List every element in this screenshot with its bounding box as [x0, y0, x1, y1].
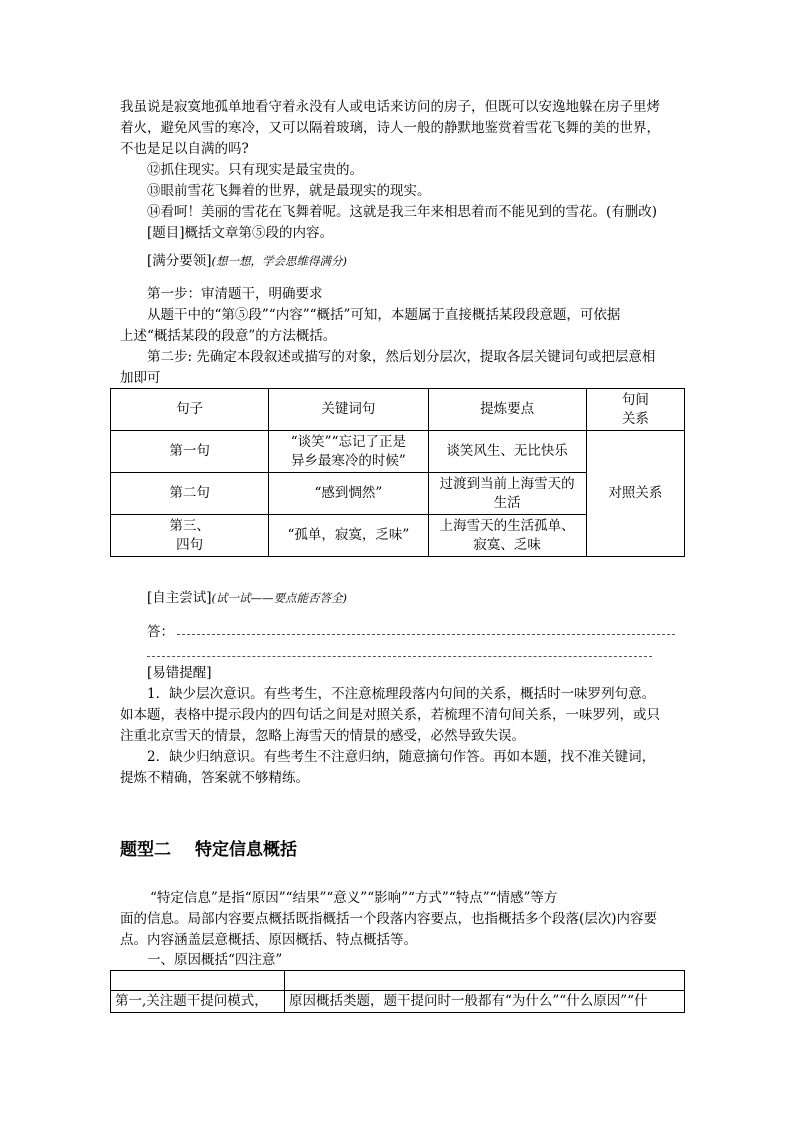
- step1-line-2: 上述“概括某段的段意”的方法概括。: [120, 328, 337, 344]
- header-sentence: 句子: [111, 389, 269, 431]
- row2-point-line-1: 过渡到当前上海雪天的: [439, 475, 575, 492]
- intro-line-3: 不也是足以自满的吗?: [120, 141, 249, 157]
- table-row: [111, 991, 685, 1013]
- header-relation-line-2: 关系: [621, 410, 649, 427]
- row1-key: [269, 431, 428, 473]
- header-relation: [586, 389, 684, 431]
- step1-line-1: 从题干中的“第⑤段”“内容”“概括”可知，本题属于直接概括某段段意题，可依据: [147, 307, 621, 323]
- pitfall-item1-line-3: 注重北京雪天的情景，忽略上海雪天的情景的感受，必然导致失误。: [120, 728, 525, 744]
- paragraph-13: ⑬眼前雪花飞舞着的世界，就是最现实的现实。: [147, 183, 431, 199]
- row2-point: [428, 473, 586, 515]
- row3-sentence: [111, 515, 269, 557]
- question-prompt: [题目]概括文章第⑤段的内容。: [147, 225, 334, 241]
- row3-point-line-2: 寂寞、乏味: [473, 536, 541, 553]
- self-try-label: [自主尝试]: [147, 590, 212, 606]
- pitfall-item2-line-1: 2．缺少归纳意识。有些考生不注意归纳，随意摘句作答。再如本题，找不准关键词，: [147, 749, 656, 765]
- section2-line-2: 面的信息。局部内容要点概括既指概括一个段落内容要点，也指概括多个段落(层次)内容要: [120, 911, 658, 927]
- row1-key-line-2: 异乡最寒冷的时候”: [290, 452, 406, 469]
- section2-line-3: 点。内容涵盖层意概括、原因概括、特点概括等。: [120, 932, 417, 948]
- row1-point: 谈笑风生、无比快乐: [428, 431, 586, 473]
- analysis-table: [110, 388, 685, 557]
- section2-heading-number: 题型二: [120, 840, 171, 860]
- table-header-row: [111, 389, 685, 431]
- section2-line-1: “特定信息”是指“原因”“结果”“意义”“影响”“方式”“特点”“情感”等方: [150, 890, 558, 906]
- full-marks-label: [满分要领]: [147, 253, 212, 269]
- row1-sentence: 第一句: [111, 431, 269, 473]
- pitfall-item2-line-2: 提炼不精确，答案就不够精练。: [120, 770, 309, 786]
- section2-subheading: 一、原因概括“四注意”: [147, 952, 283, 968]
- row2-point-line-2: 生活: [493, 494, 521, 511]
- header-relation-line-1: 句间: [621, 391, 649, 408]
- row3-sentence-line-2: 四句: [176, 536, 204, 553]
- table-row: [111, 431, 685, 473]
- step2-line-1: 第二步: 先确定本段叙述或描写的对象，然后划分层次，提取各层关键词句或把层意相: [147, 349, 656, 365]
- bottom-table-empty-cell: [285, 971, 685, 991]
- bottom-table-row2-col2: 原因概括类题，题干提问时一般都有“为什么”“什么原因”“什: [285, 991, 685, 1013]
- answer-line-1[interactable]: [177, 634, 675, 635]
- row3-sentence-line-1: 第三、: [169, 517, 210, 534]
- header-key-phrases: 关键词句: [269, 389, 428, 431]
- relation-cell: 对照关系: [586, 431, 684, 557]
- step2-line-2: 加即可: [120, 370, 161, 386]
- intro-line-1: 我虽说是寂寞地孤单地看守着永没有人或电话来访问的房子，但既可以安逸地躲在房子里烤: [120, 99, 660, 115]
- pitfall-item1-line-2: 如本题，表格中提示段内的四句话之间是对照关系，若梳理不清句间关系，一味罗列，或只: [120, 707, 660, 723]
- paragraph-12: ⑫抓住现实。只有现实是最宝贵的。: [147, 162, 363, 178]
- bottom-table-row2-col1: 第一,关注题干提问模式，: [111, 991, 285, 1013]
- pitfall-item1-line-1: 1．缺少层次意识。有些考生，不注意梳理段落内句间的关系，概括时一味罗列句意。: [147, 686, 656, 702]
- section2-heading-title: 特定信息概括: [195, 840, 297, 860]
- row1-key-line-1: “谈笑”“忘记了正是: [290, 433, 406, 450]
- self-try-heading: [147, 588, 713, 609]
- answer-line-2[interactable]: [147, 656, 652, 657]
- row3-point-line-1: 上海雪天的生活孤单、: [439, 517, 575, 534]
- intro-line-2: 着火，避免风雪的寒冷，又可以隔着玻璃，诗人一般的静默地鉴赏着雪花飞舞的美的世界，: [120, 120, 660, 136]
- bottom-table-empty-cell: [111, 971, 285, 991]
- full-marks-note: (想一想，学会思维得满分): [211, 254, 348, 268]
- row3-point: [428, 515, 586, 557]
- header-key-points-label: 提炼要点: [480, 401, 535, 417]
- answer-label: 答：: [147, 624, 174, 640]
- bottom-table: [110, 970, 685, 1013]
- header-key-points: [428, 389, 586, 431]
- row3-key: “孤单，寂寞，乏味”: [269, 515, 428, 557]
- self-try-note: (试一试——要点能否答全): [211, 591, 348, 605]
- table-row: [111, 971, 685, 991]
- pitfall-label: [易错提醒]: [147, 665, 212, 681]
- paragraph-14: ⑭看呵！美丽的雪花在飞舞着呢。这就是我三年来相思着而不能见到的雪花。(有删改): [147, 204, 658, 220]
- row2-key: “感到惆然”: [269, 473, 428, 515]
- full-marks-heading: [147, 251, 713, 272]
- row2-sentence: 第二句: [111, 473, 269, 515]
- step1-title: 第一步：审清题干，明确要求: [147, 286, 323, 302]
- section2-heading: [120, 835, 297, 860]
